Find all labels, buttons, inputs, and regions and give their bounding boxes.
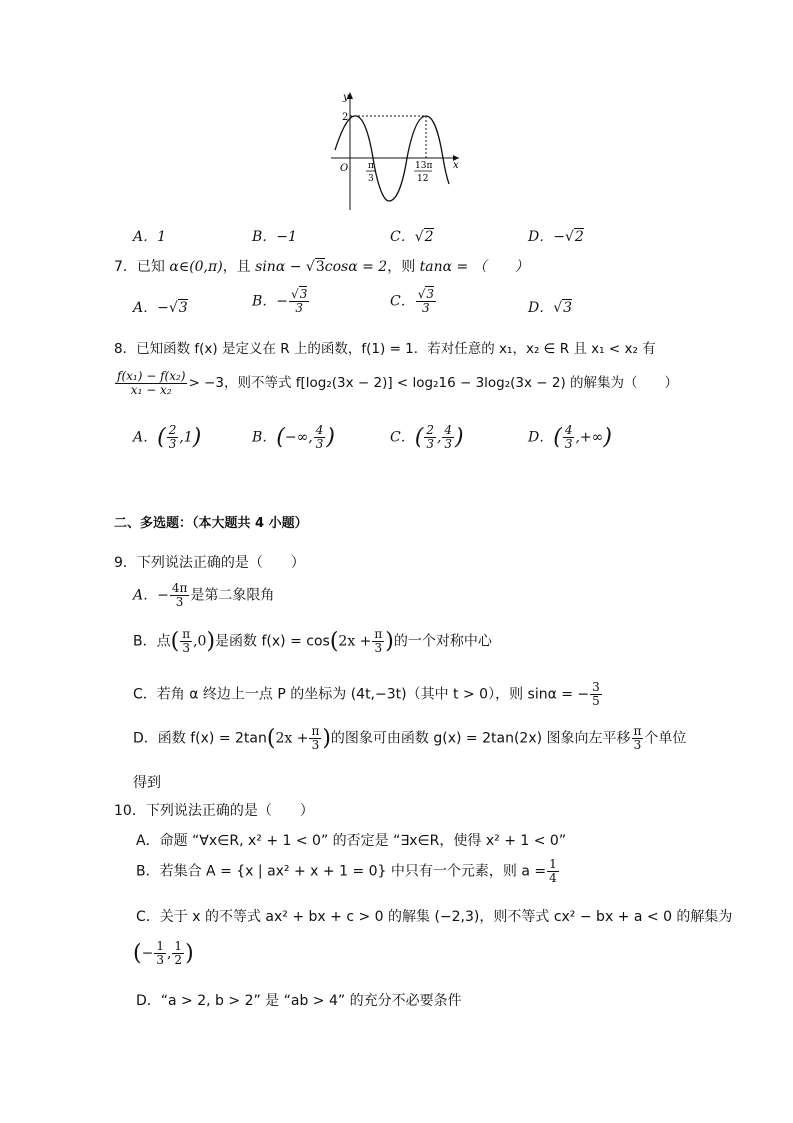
q10-option-c: C．关于 x 的不等式 ax² + bx + c > 0 的解集 (−2,3)，则不等式 cx² − bx + a < 0 的解集为 — [136, 909, 733, 925]
q7-option-c: C． $\frac{√3}{3}$ — [390, 287, 435, 316]
q9-option-d-num2: π — [633, 724, 642, 738]
q10-option-b — [136, 858, 560, 885]
q7-stem-b: α∈(0,π) — [169, 259, 223, 275]
q10-option-c-num1: 1 — [156, 939, 164, 953]
q8-option-c-den2: 3 — [444, 437, 453, 452]
q7-stem: 7．已知 α∈(0,π)，且 sinα − √3cosα = 2，则 tanα = （ ） — [114, 259, 529, 275]
q8-option-a-num: 2 — [168, 423, 177, 437]
q6-option-a: A．1 — [133, 229, 167, 245]
q7-option-c-den: 3 — [422, 301, 430, 316]
q8-option-c: C．( $\frac{2}{3}$ , $\frac{4}{3}$ ) — [390, 423, 464, 452]
q10-option-b-num: 1 — [549, 857, 557, 871]
origin-label: O — [340, 163, 349, 174]
q8-line2 — [114, 370, 678, 397]
q7-option-c-label: C． — [390, 293, 415, 310]
q9-option-d: D．函数 f(x) = 2tan(2x + $\frac{\pi}{3}$ )的图象可由函数 g(x) = 2tan(2x) 图象向左平移 $\frac{\pi}{3}$ 个单位 — [133, 724, 687, 753]
q7-stem-a: 7．已知 — [114, 259, 165, 275]
q6-option-d: D．−√2 — [528, 229, 584, 245]
q8-option-b-den: 3 — [315, 437, 324, 452]
q6-option-d-value: 2 — [574, 229, 584, 245]
q9-option-c — [133, 681, 603, 708]
q9-option-b-num2: π — [374, 627, 383, 641]
q8-option-a-end: ,1 — [179, 429, 193, 446]
q9-option-b-in: 2x + — [338, 633, 372, 650]
q6-option-c-label: C． — [390, 229, 415, 245]
q9-option-a-den: 3 — [175, 595, 184, 610]
q8-option-d: D．( $\frac{4}{3}$ ,+∞) — [528, 423, 612, 452]
q8-option-d-end: ,+∞ — [575, 429, 604, 446]
q9-option-b-mid: ,0 — [193, 633, 207, 650]
q7-option-b: B．− $\frac{√3}{3}$ — [252, 287, 308, 316]
q10-option-c-num2: 1 — [174, 939, 183, 953]
q6-option-c: C．√2 — [390, 229, 434, 245]
q9-option-d-num: π — [311, 724, 320, 738]
q9-option-a-text: 是第二象限角 — [190, 587, 275, 604]
y-axis-label: y — [343, 92, 349, 103]
q8-frac-den: x₁ − x₂ — [130, 383, 172, 398]
q8-option-a-label: A． — [133, 429, 158, 446]
q9-stem: 9．下列说法正确的是（ ） — [114, 555, 305, 571]
q9-option-d-continuation: 得到 — [133, 775, 161, 791]
q7-option-a-value: 3 — [178, 300, 188, 316]
x-axis-label: x — [453, 160, 459, 171]
q10-option-b-text: B．若集合 A = {x | ax² + x + 1 = 0} 中只有一个元素，则 a = — [136, 863, 547, 880]
q9-option-b-text2: 的一个对称中心 — [393, 633, 492, 650]
q7-option-c-num: 3 — [426, 287, 435, 301]
q9-option-d-text3: 个单位 — [644, 730, 687, 747]
q6-option-c-value: 2 — [424, 229, 434, 245]
q6-option-b: B．−1 — [252, 229, 297, 245]
q9-option-d-den: 3 — [311, 738, 320, 753]
y-max-label: 2 — [342, 112, 349, 123]
q7-stem-e: 3 — [315, 259, 325, 275]
q9-option-b-text1: 是函数 f(x) = cos — [215, 633, 330, 650]
q8-option-a: A．( $\frac{2}{3}$ ,1) — [133, 423, 202, 452]
x-tick2-num: 13π — [415, 161, 433, 171]
q10-option-c-start: − — [141, 945, 154, 962]
q9-option-b: B．点( $\frac{\pi}{3}$ ,0)是函数 f(x) = cos(2x + $\frac{\pi}{3}$ )的一个对称中心 — [133, 627, 492, 656]
q6-option-d-label: D．− — [528, 229, 565, 245]
q9-option-d-text1: D．函数 f(x) = 2tan — [133, 730, 267, 747]
q10-option-c-continuation: (− $\frac{1}{3}$ , $\frac{1}{2}$ ) — [133, 939, 194, 968]
q7-stem-h: tanα = （ ） — [419, 259, 529, 275]
q8-option-b-label: B． — [252, 429, 277, 446]
q7-stem-f: cosα = 2 — [324, 259, 388, 275]
q10-option-c-den1: 3 — [156, 953, 164, 968]
q7-option-b-num: 3 — [299, 287, 308, 301]
q8-option-b-start: −∞, — [284, 429, 313, 446]
q8-frac-num: f(x₁) − f(x₂) — [117, 369, 186, 383]
q8-line2-rest: > −3，则不等式 f[log₂(3x − 2)] < log₂16 − 3log₂(3x − 2) 的解集为（ ） — [188, 375, 679, 392]
q7-option-a: A．−√3 — [133, 300, 188, 316]
q8-option-d-label: D． — [528, 429, 554, 446]
q9-option-c-text: C．若角 α 终边上一点 P 的坐标为 (4t,−3t)（其中 t > 0），则 sinα = − — [133, 686, 590, 703]
q8-option-c-den1: 3 — [426, 437, 434, 452]
q10-stem: 10．下列说法正确的是（ ） — [114, 803, 314, 819]
q7-option-a-label: A．− — [133, 300, 169, 316]
q7-stem-g: ，则 — [387, 259, 416, 275]
q8-line1: 8．已知函数 f(x) 是定义在 R 上的函数，f(1) = 1．若对任意的 x₁，x₂ ∈ R 且 x₁ < x₂ 有 — [114, 341, 656, 357]
q8-option-c-num2: 4 — [444, 423, 453, 437]
x-tick1-num: π — [368, 161, 374, 171]
q8-option-c-num1: 2 — [426, 423, 434, 437]
q9-option-a-label: A．− — [133, 587, 169, 604]
q9-option-a-num: 4π — [171, 581, 188, 595]
q10-option-c-den2: 2 — [174, 953, 183, 968]
q8-option-d-num: 4 — [564, 423, 573, 437]
q9-option-c-num: 3 — [592, 680, 600, 694]
q8-option-c-label: C． — [390, 429, 415, 446]
q10-option-b-den: 4 — [549, 871, 557, 886]
q9-option-b-label: B．点 — [133, 633, 171, 650]
q7-option-b-label: B．− — [252, 293, 289, 310]
q9-option-d-in: 2x + — [275, 730, 309, 747]
q7-option-b-den: 3 — [295, 301, 303, 316]
x-tick1-den: 3 — [368, 174, 374, 184]
q9-option-d-text2: 的图象可由函数 g(x) = 2tan(2x) 图象向左平移 — [330, 730, 631, 747]
q9-option-b-den2: 3 — [374, 641, 383, 656]
q9-option-d-den2: 3 — [633, 738, 642, 753]
q7-stem-c: ，且 — [222, 259, 251, 275]
q9-option-c-den: 5 — [592, 694, 600, 709]
q8-option-b: B．(−∞, $\frac{4}{3}$ ) — [252, 423, 335, 452]
q7-option-d-value: 3 — [563, 300, 573, 316]
q9-option-b-den: 3 — [182, 641, 190, 656]
q9-option-a — [133, 582, 274, 609]
q9-option-b-num: π — [182, 627, 191, 641]
q10-option-a: A．命题 “∀x∈R, x² + 1 < 0” 的否定是 “∃x∈R，使得 x² + 1 < 0” — [136, 833, 567, 849]
q8-option-b-num: 4 — [315, 423, 324, 437]
section-heading: 二、多选题：（本大题共 4 小题） — [114, 516, 308, 531]
q7-stem-d: sinα − — [255, 259, 306, 275]
q8-option-a-den: 3 — [168, 437, 177, 452]
x-tick2-den: 12 — [417, 174, 429, 184]
q8-option-d-den: 3 — [564, 437, 573, 452]
sine-graph-figure — [325, 88, 465, 213]
q10-option-d: D．“a > 2, b > 2” 是 “ab > 4” 的充分不必要条件 — [136, 993, 462, 1009]
q7-option-d-label: D． — [528, 300, 554, 316]
q7-option-d: D．√3 — [528, 300, 573, 316]
